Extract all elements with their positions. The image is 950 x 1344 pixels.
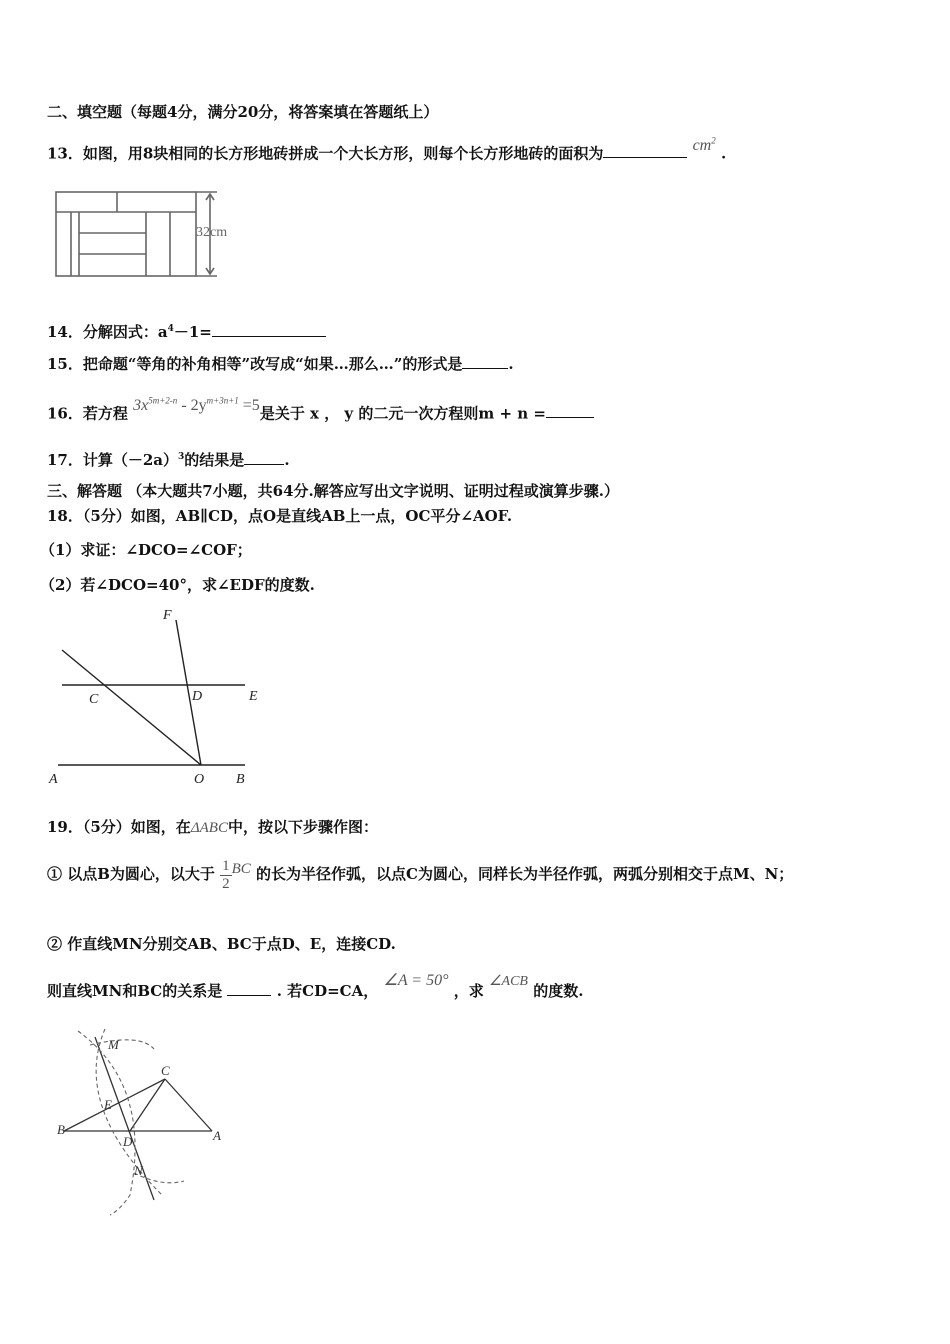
question-13-text: 13．如图，用8块相同的长方形地砖拼成一个大长方形，则每个长方形地砖的面积为 (47, 144, 604, 163)
label-N: N (134, 1163, 143, 1178)
answer-blank-15[interactable] (462, 354, 508, 369)
angle-a-value: ∠A = 50° (383, 972, 449, 989)
label-D: D (123, 1134, 133, 1149)
label-A: A (49, 772, 58, 787)
question-16: 16．若方程 $3x^{5m+2-n} - 2y^{m+3n+1} =5$是关于 x ， y 的二元一次方程则m + n = (47, 398, 594, 425)
answer-blank-19[interactable] (227, 981, 271, 996)
label-E: E (104, 1097, 112, 1112)
q19-construction-figure (50, 1025, 250, 1215)
question-19: 19．（5分）如图，在ΔABC中，按以下步骤作图： (47, 818, 378, 836)
question-13-end: . (720, 144, 727, 163)
answer-blank-17[interactable] (244, 450, 284, 465)
label-E: E (249, 689, 258, 704)
answer-blank-14[interactable] (212, 322, 326, 337)
label-B: B (236, 772, 245, 787)
q13-tile-figure (50, 185, 250, 285)
q13-dimension-label: 32cm (196, 225, 228, 240)
q16-equation: $3x^{5m+2-n} - 2y^{m+3n+1} =5$ (133, 396, 260, 415)
question-18-part-1: （1）求证：∠DCO=∠COF； (40, 541, 252, 559)
unit-cm: $cm^2$ (692, 136, 716, 155)
label-C: C (89, 692, 99, 707)
question-19-step-1: ① 以点B为圆心，以大于 $\frac{1}{2}$ BC 的长为半径作弧，以点C为圆心，同样长为半径作弧，两弧分别相交于点M、N； (47, 857, 794, 892)
triangle-abc: ΔABC (190, 820, 228, 836)
q18-parallel-lines-figure (40, 600, 280, 790)
label-O: O (194, 772, 205, 787)
section-3-heading: 三、解答题 （本大题共7小题，共64分.解答应写出文字说明、证明过程或演算步骤.） (47, 482, 619, 500)
answer-blank-13[interactable] (603, 143, 687, 158)
section-2-heading: 二、填空题（每题4分，满分20分，将答案填在答题纸上） (47, 103, 439, 121)
label-C: C (161, 1063, 170, 1078)
question-18: 18．（5分）如图，AB∥CD，点O是直线AB上一点，OC平分∠AOF. (47, 507, 513, 525)
half-fraction: $\frac{1}{2}$ (222, 857, 230, 892)
question-15: 15．把命题“等角的补角相等”改写成“如果…那么…”的形式是 . (47, 355, 514, 373)
question-18-part-2: （2）若∠DCO=40°，求∠EDF的度数. (40, 576, 315, 594)
label-D: D (192, 689, 203, 704)
angle-acb: ∠ACB (488, 974, 528, 989)
label-B: B (57, 1122, 65, 1137)
label-F: F (163, 608, 172, 623)
question-14: 14．分解因式：$a^4-1=$ (47, 318, 326, 343)
question-17: 17．计算$(-2a)^3$的结果是 . (47, 451, 290, 469)
answer-blank-16[interactable] (546, 403, 594, 418)
label-M: M (108, 1037, 119, 1052)
question-13 (47, 138, 726, 165)
question-19-step-2: ② 作直线MN分别交AB、BC于点D、E，连接CD. (47, 935, 396, 953)
question-19-ask: 则直线MN和BC的关系是 . 若CD=CA， ∠A = 50° ，求 ∠ACB 的度数. (47, 972, 584, 1000)
label-A: A (213, 1128, 221, 1143)
